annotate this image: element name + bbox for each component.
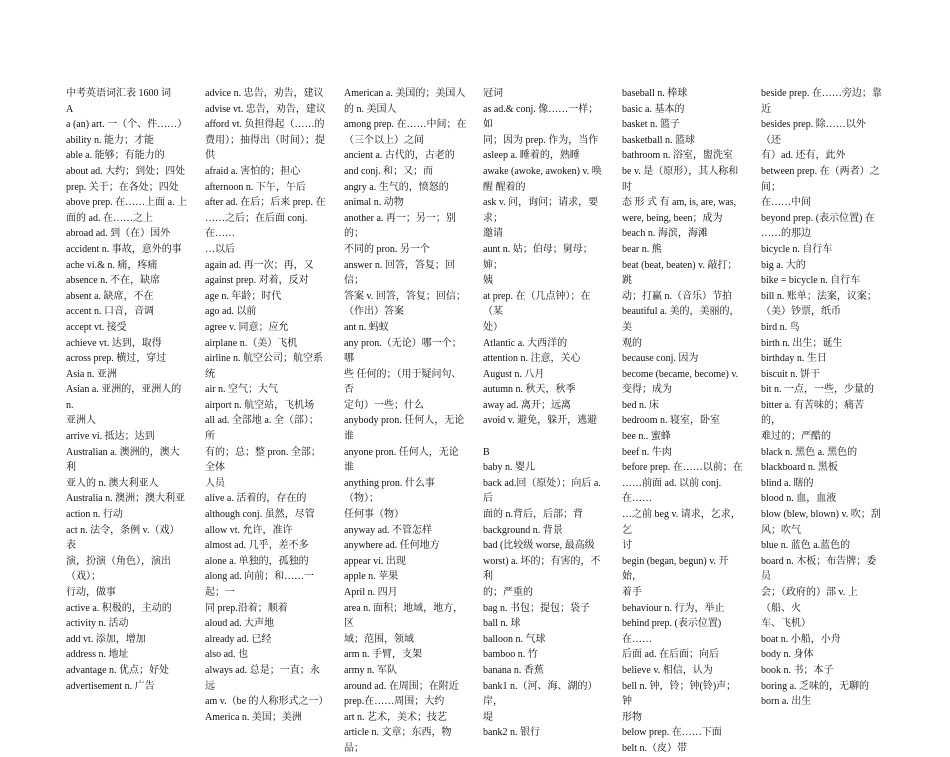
entry-line: blow (blew, blown) v. 吹；刮 [761,509,881,521]
entry-line: almost ad. 几乎，差不多 [205,540,309,552]
entry-line: action n. 行动 [66,509,123,521]
entry-line: another a. 再一；另一；别的； [344,212,456,240]
entry-line: after ad. 在后；后来 prep. 在 [205,197,326,209]
entry-line: behind prep. (表示位置)在…… [622,618,722,645]
entry-line: B [483,446,490,458]
entry-line: a (an) art. 一（个、件……） [66,119,188,131]
entry-line: Atlantic a. 大西洋的 [483,337,568,349]
entry-line: 讨 [622,540,632,552]
entry-line: blackboard n. 黑板 [761,462,838,474]
entry-line: 堤 [483,711,493,723]
entry-line: attention n. 注意，关心 [483,353,581,365]
entry-line: above prep. 在……上面 a. 上 [66,197,188,209]
entry-line: away ad. 离开；远离 [483,399,572,411]
entry-line: Australia n. 澳洲；澳大利亚 [66,493,186,505]
entry-line: always ad. 总是；一直；永远 [205,664,320,692]
entry-line: although conj. 虽然，尽管 [205,509,315,521]
entry-line: 会；（政府的）部 v. 上（船、火 [761,587,858,614]
entry-line: 后面 ad. 在后面；向后 [622,649,719,661]
entry-line: air n. 空气；大气 [205,384,279,396]
entry-line: bathroom n. 浴室，盥洗室 [622,150,733,162]
entry-line: prep.在……周围；大约 [344,696,445,708]
entry-line: address n. 地址 [66,649,129,661]
entry-line: birthday n. 生日 [761,353,827,365]
entry-line: （美）钞票，纸币 [761,306,841,318]
entry-line: accident n. 事故，意外的事 [66,243,182,255]
entry-line: banana n. 香蕉 [483,664,544,676]
column-1 [66,86,189,692]
entry-line: already ad. 已经 [205,633,272,645]
entry-line: advertisement n. 广告 [66,680,155,692]
entry-line: against prep. 对着，反对 [205,275,309,287]
entry-line: 统 [205,368,215,380]
entry-line: aunt n. 姑；伯母；舅母；婶； [483,243,593,271]
entry-line: asleep a. 睡着的，熟睡 [483,150,580,162]
entry-line: bicycle n. 自行车 [761,243,833,255]
entry-line: article n. 文章；东西，物品； [344,727,452,754]
entry-line: ache vi.& n. 痛，疼痛 [66,259,158,271]
entry-line: 冠词 [483,88,503,99]
entry-line: autumn n. 秋天，秋季 [483,384,576,396]
entry-line: blind a. 瞎的 [761,477,814,489]
entry-line: bear n. 熊 [622,243,662,255]
entry-line: 动；打赢 n.（音乐）节拍 [622,290,732,302]
entry-line: along ad. 向前；和……一起；一 [205,571,315,598]
entry-line: beautiful a. 美的，美丽的，美 [622,306,740,333]
entry-line: any pron.（无论）哪一个；哪 [344,337,462,365]
entry-line: 醒 醒着的 [483,181,526,193]
entry-line: ago ad. 以前 [205,306,257,318]
entry-line: 不同的 pron. 另一个 [344,243,430,255]
entry-line: bed n. 床 [622,399,659,411]
entry-line: prep. 关于；在各处；四处 [66,181,179,193]
entry-line: arrive vi. 抵达；达到 [66,431,155,443]
entry-line: be v. 是（原形），其人称和时 [622,165,739,193]
entry-line: boring a. 乏味的，无聊的 [761,680,870,692]
entry-line: 有的；总；整 pron. 全部；全体 [205,446,321,474]
entry-line: ball n. 球 [483,618,521,630]
entry-line: April n. 四月 [344,587,398,598]
column-5 [622,86,745,754]
entry-line: 同；因为 prep. 作为，当作 [483,134,599,146]
entry-line: were, being, been；成为 [622,212,723,224]
entry-line: balloon n. 气球 [483,633,546,645]
entry-line: angry a. 生气的，愤怒的 [344,181,449,193]
entry-line: between prep. 在（两者）之间； [761,165,880,193]
entry-line: birth n. 出生；诞生 [761,337,843,349]
entry-line: beat (beat, beaten) v. 敲打；跳 [622,259,738,287]
entry-line: activity n. 活动 [66,618,129,630]
entry-line: ……的那边 [761,228,811,240]
entry-line: bank2 n. 银行 [483,727,540,739]
entry-line: back ad.回（原处）；向后 a.后 [483,477,601,505]
column-6 [761,86,884,708]
entry-line: 定句）一些；什么 [344,399,424,411]
entry-line: bit n. 一点，一些，少量的 [761,384,875,396]
entry-line: answer n. 回答，答复；回信； [344,259,455,287]
entry-line: biscuit n. 饼干 [761,368,821,380]
entry-line: 亚洲人 [66,415,96,427]
entry-line: advantage n. 优点；好处 [66,664,170,676]
entry-line: absence n. 不在，缺席 [66,275,161,287]
entry-line: black n. 黑色 a. 黑色的 [761,446,858,458]
entry-line: accent n. 口音，音调 [66,306,155,318]
entry-line: ……之后；在后面 conj. 在…… [205,212,308,240]
entry-line: born a. 出生 [761,696,812,708]
entry-line: add vt. 添加，增加 [66,633,146,645]
entry-line: active a. 积极的，主动的 [66,602,172,614]
entry-line: beach n. 海滨，海滩 [622,228,708,240]
entry-line: American a. 美国的；美国人 [344,88,466,99]
entry-line: airport n. 航空站，飞机场 [205,399,315,411]
entry-line: awake (awoke, awoken) v. 唤 [483,165,602,177]
entry-line: afternoon n. 下午，午后 [205,181,306,193]
entry-line [483,429,606,445]
entry-line: 任何事（物） [344,509,404,521]
entry-line: 面的 ad. 在……之上 [66,212,153,224]
entry-line: bad (比较级 worse, 最高级 [483,540,595,552]
entry-line: airline n. 航空公司；航空系 [205,353,324,365]
entry-line: before prep. 在……以前；在 [622,462,743,474]
entry-line: 答案 v. 回答，答复；回信； [344,290,466,302]
entry-line: among prep. 在……中间；在 [344,119,467,131]
entry-line: beyond prep. (表示位置) 在 [761,212,875,224]
entry-line: Asia n. 亚洲 [66,368,117,380]
entry-line: around ad. 在周围；在附近 [344,680,459,692]
entry-line: 的；严重的 [483,587,533,598]
entry-line: begin (began, begun) v. 开始， [622,555,729,583]
entry-line: 观的 [622,337,642,349]
entry-line: 在……中间 [761,197,811,209]
entry-line: able a. 能够；有能力的 [66,150,165,162]
entry-line: at prep. 在（几点钟）；在（某 [483,290,591,318]
entry-line: ability n. 能力；才能 [66,134,155,146]
entry-line: 有）ad. 还有，此外 [761,150,846,162]
entry-line: ask v. 问，询问；请求，要求； [483,197,599,224]
entry-line: basketball n. 篮球 [622,134,696,146]
entry-line: because conj. 因为 [622,353,699,365]
entry-line: Australian a. 澳洲的，澳大利 [66,446,180,474]
entry-line: …之前 beg v. 请求，乞求，乞 [622,509,741,536]
entry-line: abroad ad. 到（在）国外 [66,228,171,240]
entry-line: ant n. 蚂蚁 [344,321,389,333]
entry-line: across prep. 横过，穿过 [66,353,167,365]
entry-line: afraid a. 害怕的；担心 [205,165,301,177]
entry-line: belt n.（皮）带 [622,742,687,754]
entry-line: anyway ad. 不管怎样 [344,524,433,536]
entry-line: bell n. 钟，铃；钟(铃)声；钟 [622,680,737,708]
entry-line: alive a. 活着的，存在的 [205,493,307,505]
entry-line: anybody pron. 任何人，无论 [344,415,465,427]
entry-line: 处） [483,321,503,333]
entry-line: board n. 木板；布告牌；委员 [761,555,877,583]
entry-line: anywhere ad. 任何地方 [344,540,440,552]
entry-line: A [66,103,74,115]
entry-line: 演，扮演（角色），演出（戏）； [66,555,171,583]
entry-line: ancient a. 古代的，古老的 [344,150,455,162]
entry-line: bike = bicycle n. 自行车 [761,275,861,287]
entry-line: absent a. 缺席，不在 [66,290,154,302]
entry-line: about ad. 大约；到处；四处 [66,165,186,177]
entry-line: also ad. 也 [205,649,249,661]
entry-line: bill n. 账单；法案，议案； [761,290,877,302]
entry-line: anything pron. 什么事（物）； [344,477,435,505]
entry-line: 行动，做事 [66,587,116,598]
entry-line: bee n.. 蜜蜂 [622,431,671,443]
entry-line: bamboo n. 竹 [483,649,538,661]
entry-line: ……前面 ad. 以前 conj. 在…… [622,477,722,505]
entry-line: baseball n. 棒球 [622,88,688,99]
entry-line: alone a. 单独的，孤独的 [205,555,309,567]
entry-line: animal n. 动物 [344,197,404,209]
entry-line: body n. 身体 [761,649,814,661]
entry-line: 谁 [344,431,354,443]
column-3 [344,86,467,754]
entry-line: 邀请 [483,228,503,240]
entry-line: beside prep. 在……旁边；靠 [761,88,882,99]
entry-line: basic a. 基本的 [622,103,685,115]
entry-line: background n. 背景 [483,524,563,536]
entry-line: bag n. 书包；提包；袋子 [483,602,590,614]
entry-line: become (became, become) v. [622,368,739,380]
entry-line: Asian a. 亚洲的，亚洲人的 n. [66,384,182,411]
entry-line: book n. 书；本子 [761,664,834,676]
entry-line: allow vt. 允许，准许 [205,524,293,536]
entry-line: avoid v. 避免，躲开，逃避 [483,415,598,427]
entry-line: 费用）；抽得出（时间）；提供 [205,134,325,162]
entry-line: agree v. 同意；应允 [205,321,289,333]
entry-line: big a. 大的 [761,259,806,271]
entry-line: （三个以上）之间 [344,134,424,146]
entry-line: achieve vt. 达到，取得 [66,337,162,349]
entry-line: aloud ad. 大声地 [205,618,275,630]
entry-line: accept vt. 接受 [66,321,127,333]
entry-line: am v.（be 的人称形式之一） [205,696,329,708]
entry-line: blue n. 蓝色 a.蓝色的 [761,540,851,552]
entry-line: bitter a. 有苦味的；痛苦的， [761,399,865,427]
entry-line: again ad. 再一次；再，又 [205,259,314,271]
entry-line: bedroom n. 寝室，卧室 [622,415,721,427]
entry-line: 着手 [622,587,642,598]
entry-line: appear vi. 出现 [344,555,406,567]
entry-line: bank1 n.（河、海、湖的）岸， [483,680,598,708]
entry-line: advise vt. 忠告，劝告，建议 [205,103,326,115]
entry-line: apple n. 苹果 [344,571,399,583]
entry-line: 同 prep.沿着；顺着 [205,602,288,614]
entry-line: airplane n.（美）飞机 [205,337,298,349]
entry-line: area n. 面积；地域，地方，区 [344,602,464,630]
entry-line: afford vt. 负担得起（……的 [205,119,325,131]
entry-line: 中考英语词汇表 1600 词 [66,88,171,99]
entry-line: （作出）答案 [344,306,404,318]
entry-line: as ad.& conj. 像……一样；如 [483,103,599,131]
entry-line: art n. 艺术，美术；技艺 [344,711,448,723]
entry-line: baby n. 婴儿 [483,462,535,474]
entry-line: anyone pron. 任何人，无论谁 [344,446,459,474]
entry-line: army n. 军队 [344,664,398,676]
entry-line: arm n. 手臂，支架 [344,649,423,661]
entry-line: basket n. 篮子 [622,119,681,131]
entry-line: boat n. 小船，小舟 [761,633,841,645]
entry-line: behaviour n. 行为，举止 [622,602,725,614]
entry-line: 的 n. 美国人 [344,103,397,115]
column-2 [205,86,329,723]
entry-line: believe v. 相信，认为 [622,664,713,676]
entry-line: 变得；成为 [622,384,672,396]
entry-line: 姨 [483,275,493,287]
entry-line: 亚人的 n. 澳大利亚人 [66,477,159,489]
entry-line: all ad. 全部地 a. 全（部）；所 [205,415,319,443]
entry-line: 些 任何的；（用于疑问句、否 [344,368,462,396]
entry-line: 形物 [622,711,642,723]
entry-line: besides prep. 除……以外（还 [761,119,866,146]
entry-line: beef n. 牛肉 [622,446,672,458]
entry-line: 人员 [205,477,225,489]
column-4 [483,86,606,739]
entry-line: August n. 八月 [483,368,545,380]
entry-line: and conj. 和；又；而 [344,165,434,177]
entry-line: …以后 [205,243,235,255]
entry-line: below prep. 在……下面 [622,727,722,739]
entry-line: 近 [761,103,771,115]
entry-line: age n. 年龄；时代 [205,290,282,302]
entry-line: 面的 n.背后，后部；背 [483,509,583,521]
entry-line: 态 形 式 有 am, is, are, was, [622,197,737,209]
entry-line: blood n. 血，血液 [761,493,837,505]
entry-line: act n. 法令，条例 v.（戏）表 [66,524,180,552]
entry-line: 车、飞机） [761,618,811,630]
entry-line: advice n. 忠告，劝告，建议 [205,88,324,99]
entry-line: worst) a. 坏的；有害的，不利 [483,555,601,583]
entry-line: 域；范围，领域 [344,633,414,645]
entry-line: 风；吹气 [761,524,801,536]
entry-line: America n. 美国；美洲 [205,711,302,723]
entry-line: bird n. 鸟 [761,321,800,333]
entry-line: 难过的；严酷的 [761,431,831,443]
